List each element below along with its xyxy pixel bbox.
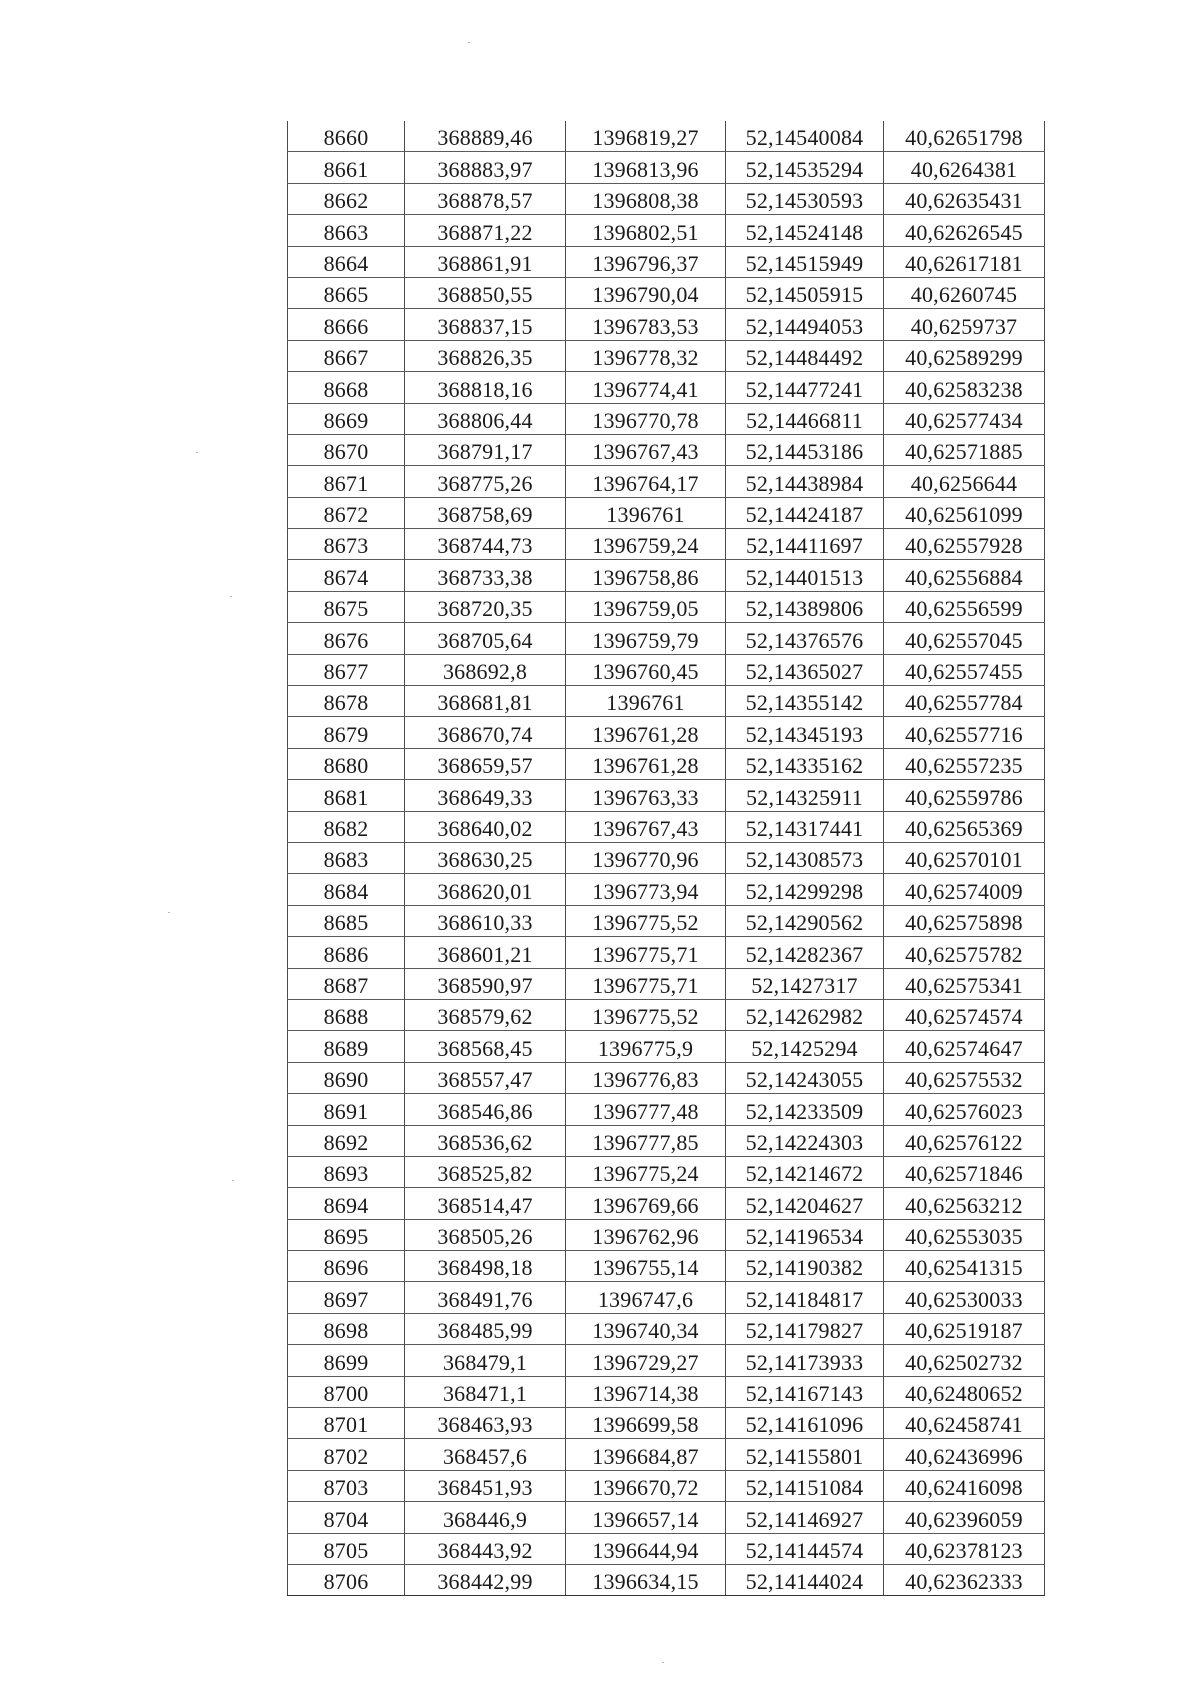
table-row	[288, 1408, 1045, 1439]
longitude-cell: 40,62396059	[884, 1502, 1045, 1533]
point-number-cell: 8701	[288, 1408, 405, 1439]
longitude-cell: 40,62577434	[884, 403, 1045, 434]
y-coordinate-cell: 1396759,79	[566, 623, 726, 654]
longitude-cell: 40,62574574	[884, 999, 1045, 1030]
y-coordinate-cell: 1396773,94	[566, 874, 726, 905]
x-coordinate-cell: 368546,86	[405, 1094, 566, 1125]
longitude-cell: 40,62575898	[884, 905, 1045, 936]
y-coordinate-cell: 1396761	[566, 497, 726, 528]
x-coordinate-cell: 368446,9	[405, 1502, 566, 1533]
latitude-cell: 52,14411697	[726, 529, 884, 560]
table-row	[288, 591, 1045, 622]
table-row	[288, 1282, 1045, 1313]
table-row	[288, 529, 1045, 560]
table-row	[288, 780, 1045, 811]
point-number-cell: 8664	[288, 246, 405, 277]
latitude-cell: 52,14196534	[726, 1219, 884, 1250]
table-row	[288, 466, 1045, 497]
longitude-cell: 40,62576023	[884, 1094, 1045, 1125]
x-coordinate-cell: 368791,17	[405, 434, 566, 465]
latitude-cell: 52,14438984	[726, 466, 884, 497]
x-coordinate-cell: 368630,25	[405, 842, 566, 873]
longitude-cell: 40,6256644	[884, 466, 1045, 497]
longitude-cell: 40,62626545	[884, 215, 1045, 246]
y-coordinate-cell: 1396767,43	[566, 811, 726, 842]
latitude-cell: 52,14161096	[726, 1408, 884, 1439]
longitude-cell: 40,62575782	[884, 937, 1045, 968]
latitude-cell: 52,14453186	[726, 434, 884, 465]
latitude-cell: 52,14167143	[726, 1376, 884, 1407]
x-coordinate-cell: 368878,57	[405, 183, 566, 214]
x-coordinate-cell: 368861,91	[405, 246, 566, 277]
table-row	[288, 121, 1045, 152]
longitude-cell: 40,62559786	[884, 780, 1045, 811]
longitude-cell: 40,62574647	[884, 1031, 1045, 1062]
y-coordinate-cell: 1396778,32	[566, 340, 726, 371]
table-row	[288, 434, 1045, 465]
latitude-cell: 52,14484492	[726, 340, 884, 371]
longitude-cell: 40,62556884	[884, 560, 1045, 591]
longitude-cell: 40,62553035	[884, 1219, 1045, 1250]
y-coordinate-cell: 1396774,41	[566, 372, 726, 403]
point-number-cell: 8669	[288, 403, 405, 434]
y-coordinate-cell: 1396777,48	[566, 1094, 726, 1125]
y-coordinate-cell: 1396764,17	[566, 466, 726, 497]
latitude-cell: 52,1425294	[726, 1031, 884, 1062]
point-number-cell: 8697	[288, 1282, 405, 1313]
point-number-cell: 8693	[288, 1156, 405, 1187]
table-row	[288, 1345, 1045, 1376]
latitude-cell: 52,14173933	[726, 1345, 884, 1376]
latitude-cell: 52,14365027	[726, 654, 884, 685]
point-number-cell: 8672	[288, 497, 405, 528]
latitude-cell: 52,14524148	[726, 215, 884, 246]
y-coordinate-cell: 1396657,14	[566, 1502, 726, 1533]
table-row	[288, 246, 1045, 277]
point-number-cell: 8704	[288, 1502, 405, 1533]
x-coordinate-cell: 368620,01	[405, 874, 566, 905]
table-row	[288, 874, 1045, 905]
x-coordinate-cell: 368601,21	[405, 937, 566, 968]
latitude-cell: 52,14233509	[726, 1094, 884, 1125]
table-row	[288, 309, 1045, 340]
longitude-cell: 40,62571885	[884, 434, 1045, 465]
point-number-cell: 8684	[288, 874, 405, 905]
table-row	[288, 1439, 1045, 1470]
x-coordinate-cell: 368758,69	[405, 497, 566, 528]
x-coordinate-cell: 368705,64	[405, 623, 566, 654]
table-row	[288, 1094, 1045, 1125]
latitude-cell: 52,14290562	[726, 905, 884, 936]
latitude-cell: 52,1427317	[726, 968, 884, 999]
longitude-cell: 40,62556599	[884, 591, 1045, 622]
coordinates-table-body	[288, 121, 1045, 1596]
latitude-cell: 52,14144574	[726, 1533, 884, 1564]
x-coordinate-cell: 368491,76	[405, 1282, 566, 1313]
x-coordinate-cell: 368837,15	[405, 309, 566, 340]
x-coordinate-cell: 368479,1	[405, 1345, 566, 1376]
longitude-cell: 40,62575341	[884, 968, 1045, 999]
x-coordinate-cell: 368590,97	[405, 968, 566, 999]
longitude-cell: 40,62557235	[884, 748, 1045, 779]
point-number-cell: 8695	[288, 1219, 405, 1250]
longitude-cell: 40,62557784	[884, 686, 1045, 717]
y-coordinate-cell: 1396761,28	[566, 717, 726, 748]
table-row	[288, 811, 1045, 842]
table-row	[288, 1313, 1045, 1344]
point-number-cell: 8662	[288, 183, 405, 214]
point-number-cell: 8660	[288, 121, 405, 152]
x-coordinate-cell: 368733,38	[405, 560, 566, 591]
x-coordinate-cell: 368670,74	[405, 717, 566, 748]
point-number-cell: 8665	[288, 277, 405, 308]
y-coordinate-cell: 1396747,6	[566, 1282, 726, 1313]
longitude-cell: 40,62502732	[884, 1345, 1045, 1376]
scan-speck	[168, 912, 170, 913]
point-number-cell: 8692	[288, 1125, 405, 1156]
longitude-cell: 40,62565369	[884, 811, 1045, 842]
y-coordinate-cell: 1396755,14	[566, 1251, 726, 1282]
longitude-cell: 40,62583238	[884, 372, 1045, 403]
y-coordinate-cell: 1396670,72	[566, 1470, 726, 1501]
latitude-cell: 52,14204627	[726, 1188, 884, 1219]
table-row	[288, 277, 1045, 308]
longitude-cell: 40,62563212	[884, 1188, 1045, 1219]
x-coordinate-cell: 368557,47	[405, 1062, 566, 1093]
latitude-cell: 52,14155801	[726, 1439, 884, 1470]
longitude-cell: 40,6259737	[884, 309, 1045, 340]
point-number-cell: 8673	[288, 529, 405, 560]
table-row	[288, 623, 1045, 654]
latitude-cell: 52,14335162	[726, 748, 884, 779]
x-coordinate-cell: 368568,45	[405, 1031, 566, 1062]
table-row	[288, 968, 1045, 999]
y-coordinate-cell: 1396769,66	[566, 1188, 726, 1219]
point-number-cell: 8689	[288, 1031, 405, 1062]
x-coordinate-cell: 368579,62	[405, 999, 566, 1030]
x-coordinate-cell: 368826,35	[405, 340, 566, 371]
table-row	[288, 1470, 1045, 1501]
x-coordinate-cell: 368681,81	[405, 686, 566, 717]
y-coordinate-cell: 1396634,15	[566, 1564, 726, 1595]
latitude-cell: 52,14345193	[726, 717, 884, 748]
latitude-cell: 52,14389806	[726, 591, 884, 622]
latitude-cell: 52,14151084	[726, 1470, 884, 1501]
longitude-cell: 40,62576122	[884, 1125, 1045, 1156]
latitude-cell: 52,14144024	[726, 1564, 884, 1595]
y-coordinate-cell: 1396699,58	[566, 1408, 726, 1439]
x-coordinate-cell: 368871,22	[405, 215, 566, 246]
longitude-cell: 40,62519187	[884, 1313, 1045, 1344]
table-row	[288, 717, 1045, 748]
table-row	[288, 1156, 1045, 1187]
y-coordinate-cell: 1396813,96	[566, 152, 726, 183]
y-coordinate-cell: 1396761,28	[566, 748, 726, 779]
point-number-cell: 8686	[288, 937, 405, 968]
longitude-cell: 40,62575532	[884, 1062, 1045, 1093]
longitude-cell: 40,62570101	[884, 842, 1045, 873]
point-number-cell: 8694	[288, 1188, 405, 1219]
scan-speck	[468, 42, 470, 43]
point-number-cell: 8685	[288, 905, 405, 936]
point-number-cell: 8688	[288, 999, 405, 1030]
point-number-cell: 8676	[288, 623, 405, 654]
latitude-cell: 52,14401513	[726, 560, 884, 591]
y-coordinate-cell: 1396819,27	[566, 121, 726, 152]
x-coordinate-cell: 368443,92	[405, 1533, 566, 1564]
latitude-cell: 52,14466811	[726, 403, 884, 434]
y-coordinate-cell: 1396761	[566, 686, 726, 717]
table-row	[288, 1376, 1045, 1407]
y-coordinate-cell: 1396808,38	[566, 183, 726, 214]
point-number-cell: 8679	[288, 717, 405, 748]
latitude-cell: 52,14505915	[726, 277, 884, 308]
latitude-cell: 52,14179827	[726, 1313, 884, 1344]
latitude-cell: 52,14540084	[726, 121, 884, 152]
point-number-cell: 8706	[288, 1564, 405, 1595]
x-coordinate-cell: 368451,93	[405, 1470, 566, 1501]
x-coordinate-cell: 368505,26	[405, 1219, 566, 1250]
y-coordinate-cell: 1396770,78	[566, 403, 726, 434]
y-coordinate-cell: 1396775,71	[566, 937, 726, 968]
x-coordinate-cell: 368457,6	[405, 1439, 566, 1470]
table-row	[288, 1564, 1045, 1595]
x-coordinate-cell: 368659,57	[405, 748, 566, 779]
table-row	[288, 748, 1045, 779]
y-coordinate-cell: 1396644,94	[566, 1533, 726, 1564]
table-row	[288, 372, 1045, 403]
table-row	[288, 937, 1045, 968]
point-number-cell: 8699	[288, 1345, 405, 1376]
latitude-cell: 52,14282367	[726, 937, 884, 968]
point-number-cell: 8680	[288, 748, 405, 779]
point-number-cell: 8671	[288, 466, 405, 497]
y-coordinate-cell: 1396775,9	[566, 1031, 726, 1062]
latitude-cell: 52,14494053	[726, 309, 884, 340]
y-coordinate-cell: 1396762,96	[566, 1219, 726, 1250]
longitude-cell: 40,62617181	[884, 246, 1045, 277]
point-number-cell: 8691	[288, 1094, 405, 1125]
table-row	[288, 183, 1045, 214]
latitude-cell: 52,14190382	[726, 1251, 884, 1282]
point-number-cell: 8670	[288, 434, 405, 465]
latitude-cell: 52,14308573	[726, 842, 884, 873]
table-row	[288, 215, 1045, 246]
table-row	[288, 1125, 1045, 1156]
table-row	[288, 1031, 1045, 1062]
point-number-cell: 8667	[288, 340, 405, 371]
x-coordinate-cell: 368744,73	[405, 529, 566, 560]
x-coordinate-cell: 368610,33	[405, 905, 566, 936]
longitude-cell: 40,6264381	[884, 152, 1045, 183]
coordinates-table	[287, 121, 1045, 1596]
table-row	[288, 1502, 1045, 1533]
y-coordinate-cell: 1396684,87	[566, 1439, 726, 1470]
y-coordinate-cell: 1396796,37	[566, 246, 726, 277]
table-row	[288, 1188, 1045, 1219]
longitude-cell: 40,62362333	[884, 1564, 1045, 1595]
longitude-cell: 40,62557045	[884, 623, 1045, 654]
x-coordinate-cell: 368775,26	[405, 466, 566, 497]
longitude-cell: 40,62557455	[884, 654, 1045, 685]
longitude-cell: 40,62635431	[884, 183, 1045, 214]
longitude-cell: 40,62571846	[884, 1156, 1045, 1187]
point-number-cell: 8683	[288, 842, 405, 873]
table-row	[288, 1251, 1045, 1282]
table-row	[288, 152, 1045, 183]
latitude-cell: 52,14325911	[726, 780, 884, 811]
point-number-cell: 8681	[288, 780, 405, 811]
scan-speck	[232, 1180, 234, 1181]
table-row	[288, 497, 1045, 528]
y-coordinate-cell: 1396776,83	[566, 1062, 726, 1093]
point-number-cell: 8696	[288, 1251, 405, 1282]
latitude-cell: 52,14317441	[726, 811, 884, 842]
latitude-cell: 52,14535294	[726, 152, 884, 183]
table-row	[288, 1219, 1045, 1250]
y-coordinate-cell: 1396802,51	[566, 215, 726, 246]
x-coordinate-cell: 368640,02	[405, 811, 566, 842]
latitude-cell: 52,14515949	[726, 246, 884, 277]
y-coordinate-cell: 1396759,05	[566, 591, 726, 622]
point-number-cell: 8677	[288, 654, 405, 685]
x-coordinate-cell: 368485,99	[405, 1313, 566, 1344]
table-row	[288, 999, 1045, 1030]
longitude-cell: 40,62557716	[884, 717, 1045, 748]
latitude-cell: 52,14243055	[726, 1062, 884, 1093]
x-coordinate-cell: 368471,1	[405, 1376, 566, 1407]
point-number-cell: 8675	[288, 591, 405, 622]
y-coordinate-cell: 1396760,45	[566, 654, 726, 685]
point-number-cell: 8700	[288, 1376, 405, 1407]
table-row	[288, 654, 1045, 685]
latitude-cell: 52,14262982	[726, 999, 884, 1030]
x-coordinate-cell: 368649,33	[405, 780, 566, 811]
x-coordinate-cell: 368525,82	[405, 1156, 566, 1187]
latitude-cell: 52,14299298	[726, 874, 884, 905]
latitude-cell: 52,14424187	[726, 497, 884, 528]
point-number-cell: 8674	[288, 560, 405, 591]
y-coordinate-cell: 1396775,71	[566, 968, 726, 999]
point-number-cell: 8703	[288, 1470, 405, 1501]
y-coordinate-cell: 1396775,24	[566, 1156, 726, 1187]
y-coordinate-cell: 1396767,43	[566, 434, 726, 465]
point-number-cell: 8687	[288, 968, 405, 999]
x-coordinate-cell: 368806,44	[405, 403, 566, 434]
longitude-cell: 40,62574009	[884, 874, 1045, 905]
y-coordinate-cell: 1396783,53	[566, 309, 726, 340]
x-coordinate-cell: 368498,18	[405, 1251, 566, 1282]
scan-speck	[196, 452, 198, 453]
x-coordinate-cell: 368720,35	[405, 591, 566, 622]
table-row	[288, 1062, 1045, 1093]
longitude-cell: 40,62416098	[884, 1470, 1045, 1501]
point-number-cell: 8705	[288, 1533, 405, 1564]
x-coordinate-cell: 368850,55	[405, 277, 566, 308]
latitude-cell: 52,14355142	[726, 686, 884, 717]
x-coordinate-cell: 368536,62	[405, 1125, 566, 1156]
y-coordinate-cell: 1396758,86	[566, 560, 726, 591]
x-coordinate-cell: 368818,16	[405, 372, 566, 403]
latitude-cell: 52,14184817	[726, 1282, 884, 1313]
y-coordinate-cell: 1396790,04	[566, 277, 726, 308]
y-coordinate-cell: 1396763,33	[566, 780, 726, 811]
table-row	[288, 340, 1045, 371]
longitude-cell: 40,62557928	[884, 529, 1045, 560]
point-number-cell: 8663	[288, 215, 405, 246]
longitude-cell: 40,62480652	[884, 1376, 1045, 1407]
y-coordinate-cell: 1396770,96	[566, 842, 726, 873]
x-coordinate-cell: 368442,99	[405, 1564, 566, 1595]
longitude-cell: 40,62458741	[884, 1408, 1045, 1439]
latitude-cell: 52,14376576	[726, 623, 884, 654]
y-coordinate-cell: 1396777,85	[566, 1125, 726, 1156]
table-row	[288, 905, 1045, 936]
x-coordinate-cell: 368889,46	[405, 121, 566, 152]
point-number-cell: 8682	[288, 811, 405, 842]
y-coordinate-cell: 1396729,27	[566, 1345, 726, 1376]
table-row	[288, 560, 1045, 591]
table-row	[288, 686, 1045, 717]
longitude-cell: 40,62589299	[884, 340, 1045, 371]
longitude-cell: 40,62378123	[884, 1533, 1045, 1564]
point-number-cell: 8661	[288, 152, 405, 183]
x-coordinate-cell: 368514,47	[405, 1188, 566, 1219]
y-coordinate-cell: 1396740,34	[566, 1313, 726, 1344]
longitude-cell: 40,62541315	[884, 1251, 1045, 1282]
y-coordinate-cell: 1396759,24	[566, 529, 726, 560]
latitude-cell: 52,14530593	[726, 183, 884, 214]
point-number-cell: 8690	[288, 1062, 405, 1093]
latitude-cell: 52,14477241	[726, 372, 884, 403]
x-coordinate-cell: 368692,8	[405, 654, 566, 685]
table-row	[288, 1533, 1045, 1564]
x-coordinate-cell: 368463,93	[405, 1408, 566, 1439]
y-coordinate-cell: 1396714,38	[566, 1376, 726, 1407]
point-number-cell: 8678	[288, 686, 405, 717]
scan-speck	[230, 596, 232, 597]
point-number-cell: 8668	[288, 372, 405, 403]
y-coordinate-cell: 1396775,52	[566, 999, 726, 1030]
longitude-cell: 40,62651798	[884, 121, 1045, 152]
point-number-cell: 8698	[288, 1313, 405, 1344]
scan-speck	[662, 1662, 664, 1663]
longitude-cell: 40,62530033	[884, 1282, 1045, 1313]
x-coordinate-cell: 368883,97	[405, 152, 566, 183]
y-coordinate-cell: 1396775,52	[566, 905, 726, 936]
latitude-cell: 52,14214672	[726, 1156, 884, 1187]
point-number-cell: 8702	[288, 1439, 405, 1470]
latitude-cell: 52,14146927	[726, 1502, 884, 1533]
point-number-cell: 8666	[288, 309, 405, 340]
longitude-cell: 40,62561099	[884, 497, 1045, 528]
longitude-cell: 40,6260745	[884, 277, 1045, 308]
table-row	[288, 842, 1045, 873]
table-row	[288, 403, 1045, 434]
longitude-cell: 40,62436996	[884, 1439, 1045, 1470]
latitude-cell: 52,14224303	[726, 1125, 884, 1156]
